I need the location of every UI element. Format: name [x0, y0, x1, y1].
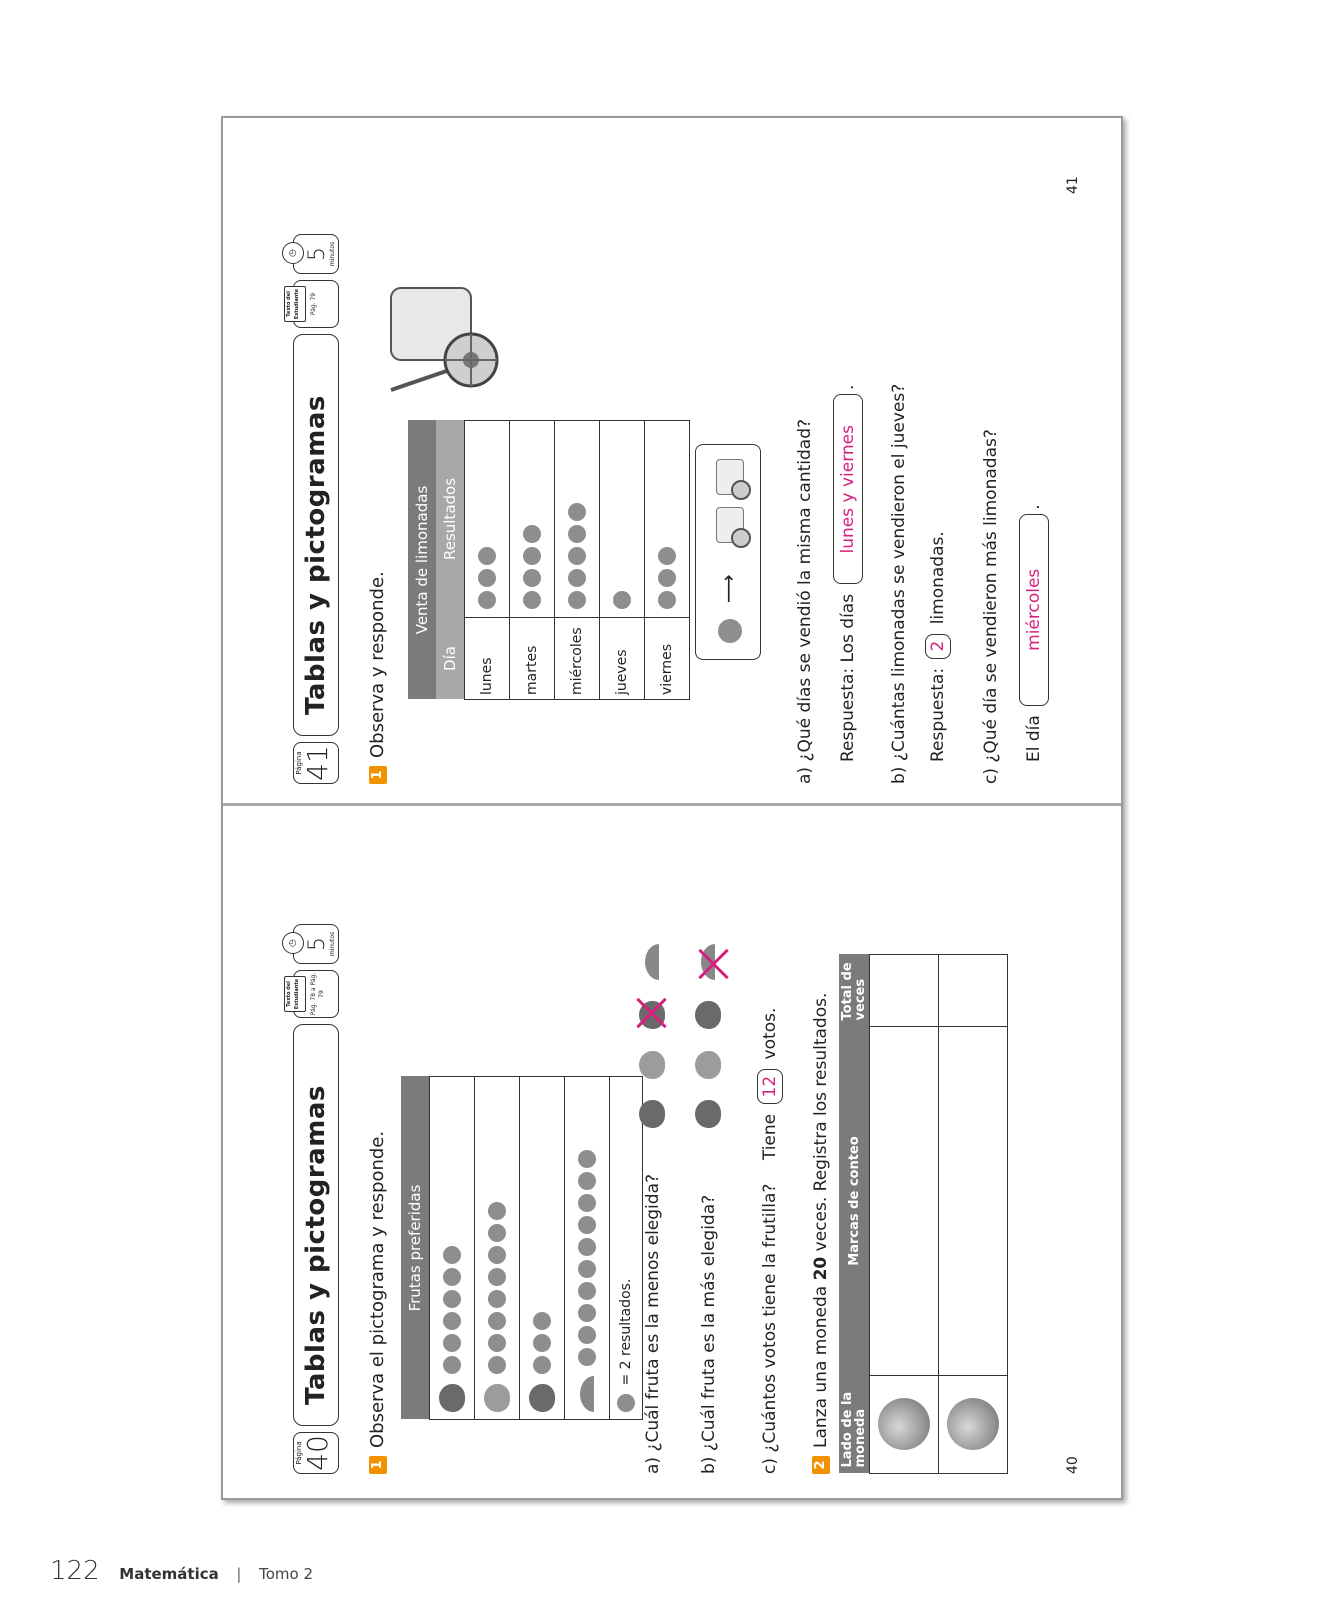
- dot-icon: [578, 1326, 596, 1344]
- table-row: [645, 421, 690, 700]
- textbook-reference: [286, 280, 339, 328]
- dot-icon: [478, 547, 496, 565]
- minutes-label: minutos: [329, 931, 336, 957]
- question-a: a) ¿Qué días se vendió la misma cantidad?: [795, 418, 815, 784]
- tally-cell[interactable]: [939, 1027, 1008, 1376]
- answer-suffix: votos.: [760, 1007, 780, 1060]
- pictogram-legend: [610, 1077, 643, 1420]
- page-label: Página: [295, 1441, 303, 1465]
- day-cell: viernes: [645, 618, 690, 700]
- dot-icon: [533, 1334, 551, 1352]
- day-cell: lunes: [465, 618, 510, 700]
- orange-icon: [484, 1384, 510, 1412]
- dot-icon: [523, 547, 541, 565]
- footer-volume: Tomo 2: [259, 1565, 314, 1583]
- dot-icon: [578, 1260, 596, 1278]
- question-a-text: a) ¿Cuál fruta es la menos elegida?: [643, 1173, 663, 1474]
- dot-icon: [578, 1238, 596, 1256]
- results-cell: [510, 421, 555, 618]
- table-row: [555, 421, 600, 700]
- dot-icon: [578, 1194, 596, 1212]
- dot-icon: [568, 525, 586, 543]
- orange-icon[interactable]: [639, 1051, 665, 1079]
- results-cell: [600, 421, 645, 618]
- day-cell: miércoles: [555, 618, 600, 700]
- column-results: Resultados: [436, 421, 465, 618]
- pictogram-header: Frutas preferidas: [401, 1077, 430, 1420]
- page-40: [225, 810, 1119, 1494]
- instruction-text-end: veces. Registra los resultados.: [811, 992, 831, 1257]
- question-c: c) ¿Qué día se vendieron más limonadas?: [981, 429, 1001, 784]
- footer-page-number: 122: [50, 1556, 100, 1586]
- strawberry-icon[interactable]: [695, 1001, 721, 1029]
- coin-tails-icon: [947, 1399, 999, 1451]
- answer-suffix: limonadas.: [928, 531, 948, 625]
- dot-icon: [478, 591, 496, 609]
- tally-cell[interactable]: [870, 1027, 939, 1376]
- results-cell: [465, 421, 510, 618]
- dot-icon: [443, 1268, 461, 1286]
- book-icon: Texto del Estudiante: [284, 976, 306, 1012]
- strawberry-icon-crossed[interactable]: [639, 1001, 665, 1029]
- dot-icon: [488, 1268, 506, 1286]
- dot-icon: [488, 1290, 506, 1308]
- dot-icon: [523, 525, 541, 543]
- column-tally: Marcas de conteo: [839, 1027, 870, 1376]
- dot-icon: [658, 547, 676, 565]
- legend-text: = 2 resultados.: [618, 1278, 634, 1386]
- answer-b-line: [925, 531, 951, 762]
- dot-icon: [568, 591, 586, 609]
- answer-c-box[interactable]: 12: [757, 1069, 783, 1105]
- lemonade-cart-icon: [716, 459, 744, 495]
- page-number: 40: [301, 1435, 334, 1471]
- coin-heads-icon: [878, 1399, 930, 1451]
- instruction-bold-number: 20: [811, 1256, 831, 1281]
- reference-pages: Pág. 78 a Pág. 79: [310, 972, 325, 1016]
- column-day: Día: [436, 618, 465, 700]
- lemonade-cart-icon: [716, 507, 744, 543]
- reference-pages: Pág. 79: [310, 292, 317, 316]
- total-cell[interactable]: [939, 955, 1008, 1027]
- question-b: [699, 1195, 719, 1474]
- question-1-instruction: [367, 571, 388, 784]
- dot-icon: [488, 1202, 506, 1220]
- dot-icon: [578, 1304, 596, 1322]
- page-foot-number: 40: [1065, 1456, 1081, 1474]
- book-footer: [50, 1556, 313, 1586]
- dot-icon: [443, 1290, 461, 1308]
- table-row: [465, 421, 510, 700]
- column-total: Total de veces: [839, 955, 870, 1027]
- day-cell: martes: [510, 618, 555, 700]
- table-row: [430, 1077, 475, 1420]
- dot-icon: [613, 591, 631, 609]
- question-number-badge: 2: [812, 1456, 830, 1474]
- question-c-text: c) ¿Cuántos votos tiene la frutilla?: [760, 1183, 780, 1474]
- minutes-value: 5: [305, 937, 330, 951]
- dot-icon: [523, 569, 541, 587]
- dot-icon: [443, 1334, 461, 1352]
- dot-icon: [578, 1282, 596, 1300]
- apple-icon[interactable]: [695, 1100, 721, 1128]
- dot-icon: [568, 503, 586, 521]
- question-b-text: b) ¿Cuál fruta es la más elegida?: [699, 1194, 719, 1474]
- banana-icon-crossed[interactable]: [701, 944, 715, 980]
- dot-icon: [617, 1394, 635, 1412]
- lemonade-sales-table: [408, 420, 690, 700]
- dot-icon: [533, 1312, 551, 1330]
- answer-prefix: El día: [1024, 715, 1044, 762]
- arrow-icon: ⟶: [716, 574, 740, 603]
- page-label: Página: [295, 751, 303, 775]
- answer-a-options: [639, 934, 665, 1134]
- orange-icon[interactable]: [695, 1051, 721, 1079]
- table-caption: Venta de limonadas: [408, 421, 436, 700]
- clock-icon: ◷: [282, 932, 304, 954]
- footer-separator: |: [236, 1565, 242, 1583]
- page-number-box: [293, 742, 339, 784]
- banana-icon[interactable]: [645, 944, 659, 980]
- dot-icon: [578, 1150, 596, 1168]
- dot-icon: [718, 619, 742, 643]
- question-1-instruction: [367, 1131, 388, 1474]
- time-box: [288, 924, 339, 964]
- answer-b-box[interactable]: 2: [925, 634, 951, 659]
- dot-icon: [568, 569, 586, 587]
- table-row: [600, 421, 645, 700]
- page-foot-number: 41: [1065, 176, 1081, 194]
- lemonade-cart-illustration: [371, 280, 501, 400]
- results-cell: [645, 421, 690, 618]
- answer-a-line: Respuesta: Los días lunes y viernes.: [833, 385, 863, 762]
- coin-tails-cell: [939, 1376, 1008, 1474]
- coin-heads-cell: [870, 1376, 939, 1474]
- dot-icon: [578, 1172, 596, 1190]
- table-row: [565, 1077, 610, 1420]
- column-coin-side: Lado de la moneda: [839, 1376, 870, 1474]
- question-c: [757, 1008, 783, 1474]
- minutes-label: minutos: [329, 241, 336, 267]
- clock-icon: ◷: [282, 242, 304, 264]
- answer-a-box[interactable]: lunes y viernes: [833, 394, 863, 584]
- pictogram-row-cell: [520, 1077, 565, 1420]
- day-cell: jueves: [600, 618, 645, 700]
- dot-icon: [533, 1356, 551, 1374]
- instruction-text: Observa y responde.: [367, 571, 388, 758]
- dot-icon: [658, 591, 676, 609]
- question-b: b) ¿Cuántas limonadas se vendieron el jueves?: [889, 383, 909, 784]
- dot-icon: [488, 1224, 506, 1242]
- table-row: [520, 1077, 565, 1420]
- page-number: 41: [301, 745, 334, 781]
- coin-toss-table: [839, 954, 1008, 1474]
- dot-icon: [488, 1246, 506, 1264]
- page-header: [286, 924, 341, 1474]
- page-number-box: [293, 1432, 339, 1474]
- workbook-spread: [221, 116, 1123, 1500]
- dot-icon: [578, 1216, 596, 1234]
- minutes-value: 5: [305, 247, 330, 261]
- question-a: [643, 1174, 663, 1474]
- answer-prefix: Tiene: [760, 1113, 780, 1161]
- book-icon: Texto del Estudiante: [284, 286, 306, 322]
- page-header: [286, 234, 341, 784]
- table-row: [510, 421, 555, 700]
- total-cell[interactable]: [870, 955, 939, 1027]
- apple-icon: [439, 1384, 465, 1412]
- answer-c-line: El día miércoles.: [1019, 504, 1049, 762]
- dot-icon: [523, 591, 541, 609]
- footer-subject: Matemática: [119, 1565, 219, 1583]
- instruction-text: Observa el pictograma y responde.: [367, 1130, 388, 1448]
- pictogram-row-cell: [475, 1077, 520, 1420]
- dot-icon: [443, 1246, 461, 1264]
- page-title: Tablas y pictogramas: [293, 334, 339, 736]
- dot-icon: [488, 1356, 506, 1374]
- results-cell: [555, 421, 600, 618]
- strawberry-icon: [529, 1384, 555, 1412]
- dot-icon: [568, 547, 586, 565]
- time-box: [288, 234, 339, 274]
- apple-icon[interactable]: [639, 1100, 665, 1128]
- table-row: [475, 1077, 520, 1420]
- page-41: [225, 120, 1119, 804]
- answer-c-box[interactable]: miércoles: [1019, 514, 1049, 706]
- dot-icon: [443, 1312, 461, 1330]
- banana-icon: [580, 1376, 594, 1412]
- pictogram-row-cell: [565, 1077, 610, 1420]
- dot-icon: [488, 1334, 506, 1352]
- dot-icon: [578, 1348, 596, 1366]
- question-2-instruction: [811, 993, 831, 1474]
- pictogram-legend: [695, 444, 761, 660]
- pictogram-row-cell: [430, 1077, 475, 1420]
- question-number-badge: 1: [369, 1456, 387, 1474]
- answer-prefix: Respuesta:: [928, 667, 948, 762]
- instruction-text: Lanza una moneda: [811, 1280, 831, 1448]
- dot-icon: [488, 1312, 506, 1330]
- answer-prefix: Respuesta: Los días: [838, 593, 858, 762]
- page-title: Tablas y pictogramas: [293, 1024, 339, 1426]
- textbook-reference: [286, 970, 339, 1018]
- dot-icon: [478, 569, 496, 587]
- dot-icon: [658, 569, 676, 587]
- dot-icon: [443, 1356, 461, 1374]
- fruit-pictogram: [401, 1076, 643, 1420]
- question-number-badge: 1: [369, 766, 387, 784]
- answer-b-options: [695, 934, 721, 1134]
